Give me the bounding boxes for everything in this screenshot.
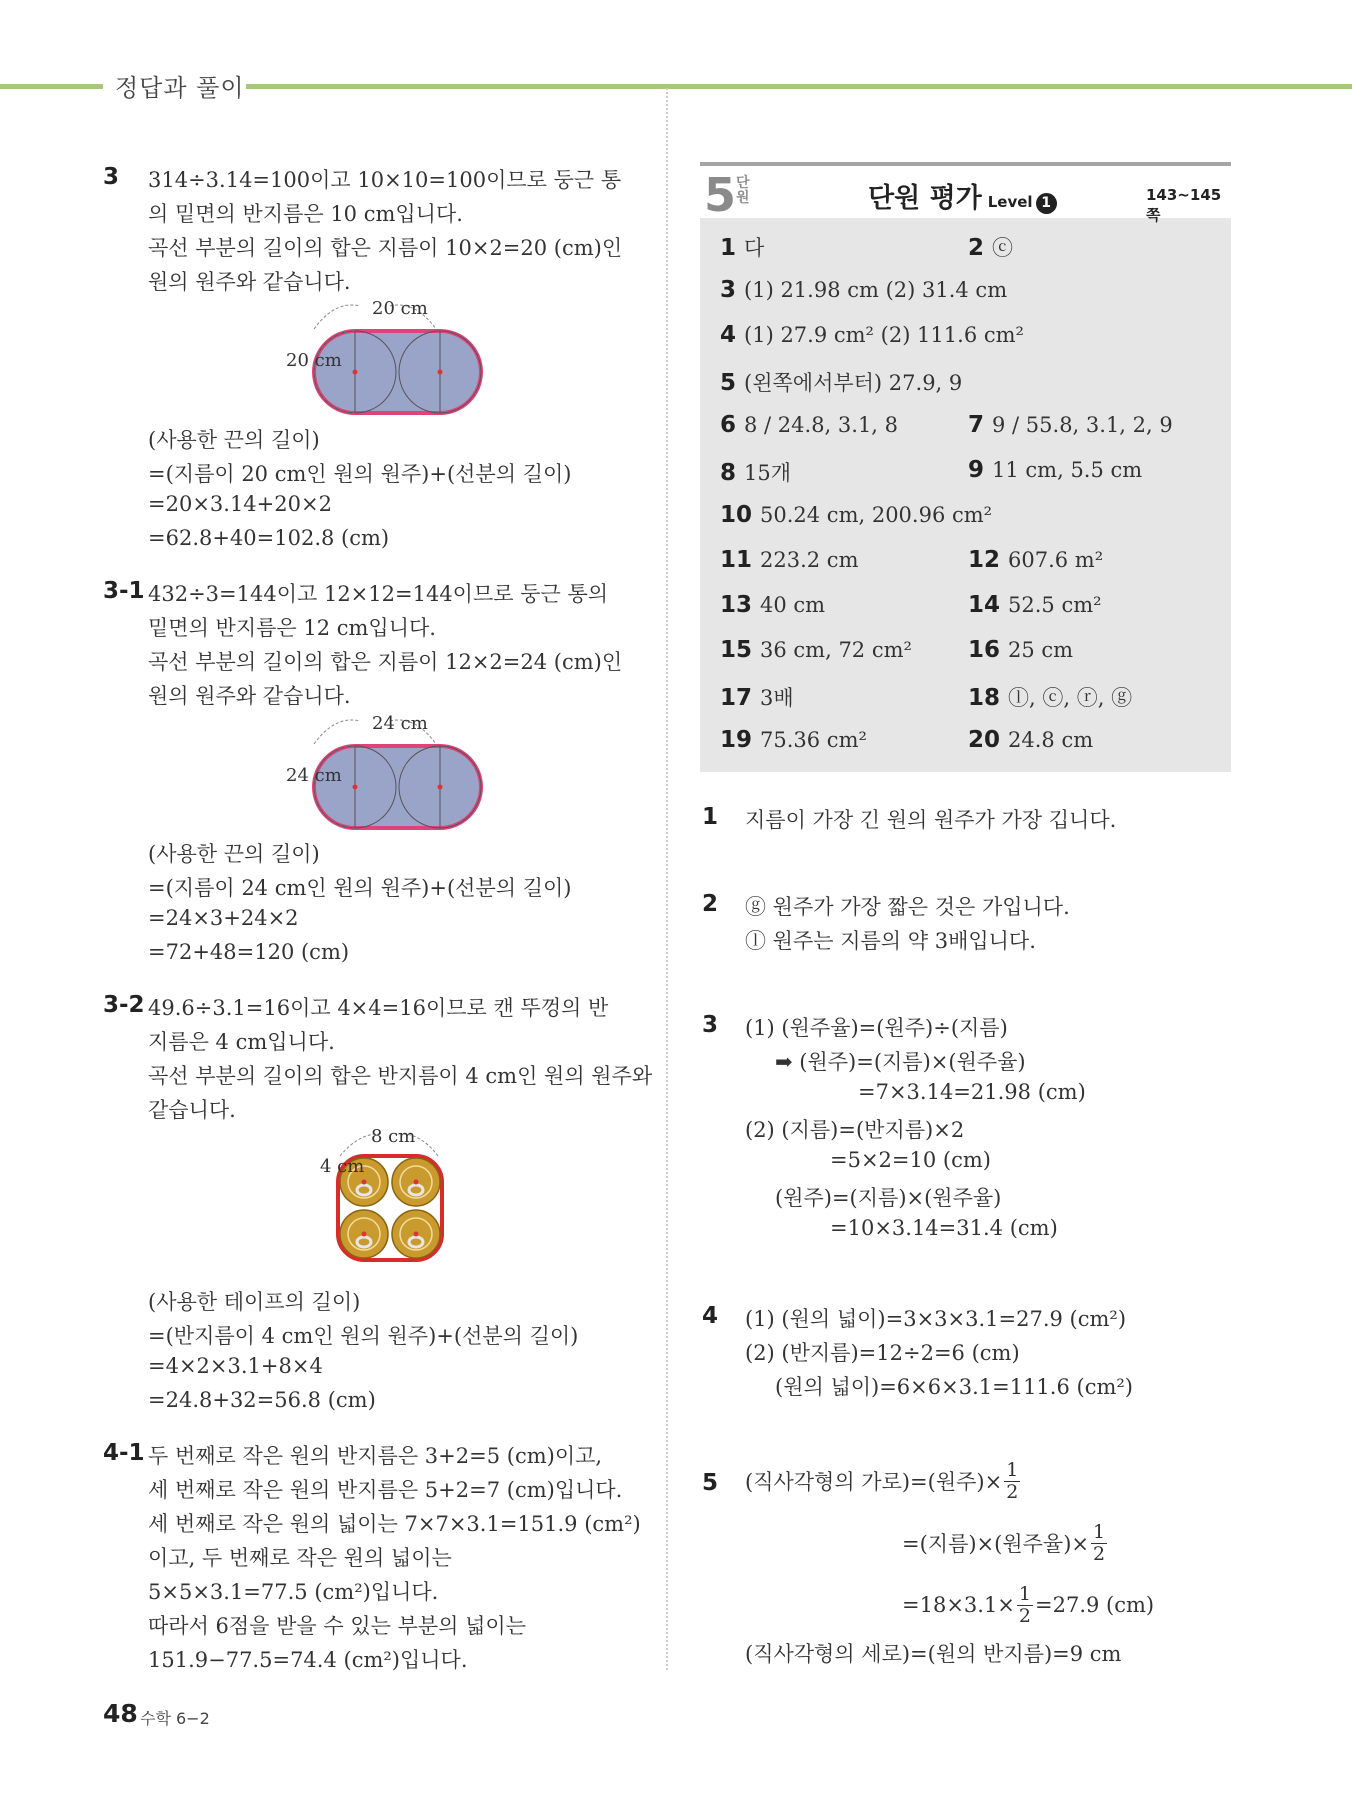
problem-number: 4-1 [103, 1440, 145, 1466]
problem-number: 3 [103, 164, 120, 190]
text-line: 151.9−77.5=74.4 (cm²)입니다. [148, 1648, 468, 1672]
text-line: (원주)=(지름)×(원주율) [775, 1186, 1002, 1210]
answer-item: 18 ⓛ, ⓒ, ⓡ, ⓖ [968, 685, 1133, 711]
fraction: $\frac{1}{2}$ [1018, 1582, 1031, 1627]
text-line: =(지름이 20 cm인 원의 원주)+(선분의 길이) [148, 462, 572, 486]
text-line: 세 번째로 작은 원의 넓이는 7×7×3.1=151.9 (cm²) [148, 1512, 641, 1536]
unit-label: 단원 [736, 175, 750, 206]
text-line: 두 번째로 작은 원의 반지름은 3+2=5 (cm)이고, [148, 1444, 603, 1468]
solution-number: 3 [702, 1012, 719, 1038]
dimension-label: 20 cm [286, 350, 342, 371]
answer-item: 14 52.5 cm² [968, 592, 1102, 618]
text-line: =62.8+40=102.8 (cm) [148, 526, 390, 550]
unit-test-answer-box [700, 162, 1231, 772]
level-label: Level [987, 193, 1033, 211]
problem-number: 3-1 [103, 578, 145, 604]
header-rule-left [0, 84, 103, 89]
answer-item: 13 40 cm [720, 592, 826, 618]
answer-item: 20 24.8 cm [968, 727, 1094, 753]
text-line: =5×2=10 (cm) [830, 1148, 991, 1172]
header-rule-right [246, 84, 1352, 89]
text-line: 곡선 부분의 길이의 합은 지름이 10×2=20 (cm)인 [148, 236, 623, 260]
text-line: ⓛ 원주는 지름의 약 3배입니다. [745, 929, 1036, 953]
text-line: 5×5×3.1=77.5 (cm²)입니다. [148, 1580, 439, 1604]
text-line: =7×3.14=21.98 (cm) [858, 1080, 1086, 1104]
text-line: 밑면의 반지름은 12 cm입니다. [148, 616, 436, 640]
page-header-title: 정답과 풀이 [115, 74, 245, 102]
text-line: 같습니다. [148, 1098, 236, 1122]
text-line: =18×3.1× $\frac{1}{2}$ =27.9 (cm) [902, 1582, 1155, 1627]
text-line: 지름이 가장 긴 원의 원주가 가장 깁니다. [745, 808, 1117, 832]
answer-item: 10 50.24 cm, 200.96 cm² [720, 502, 993, 528]
text-line: =(지름이 24 cm인 원의 원주)+(선분의 길이) [148, 876, 572, 900]
text-line: (1) (원주율)=(원주)÷(지름) [745, 1016, 1008, 1040]
column-divider [666, 88, 668, 1670]
text-line: 314÷3.14=100이고 10×10=100이므로 둥근 통 [148, 168, 622, 192]
answer-item: 2 ⓒ [968, 235, 1014, 261]
answer-item: 1 다 [720, 235, 765, 261]
page-range: 143~145쪽 [1146, 186, 1222, 224]
solution-number: 4 [702, 1303, 719, 1329]
text-line: (원의 넓이)=6×6×3.1=111.6 (cm²) [775, 1375, 1133, 1399]
text-line: 곡선 부분의 길이의 합은 지름이 12×2=24 (cm)인 [148, 650, 623, 674]
text-line: =72+48=120 (cm) [148, 940, 350, 964]
fraction: $\frac{1}{2}$ [1006, 1458, 1019, 1503]
answer-item: 4 (1) 27.9 cm² (2) 111.6 cm² [720, 322, 1024, 348]
text-line: 원의 원주와 같습니다. [148, 270, 351, 294]
dimension-label: 24 cm [372, 713, 428, 734]
answer-item: 3 (1) 21.98 cm (2) 31.4 cm [720, 277, 1008, 303]
dimension-label: 4 cm [320, 1156, 365, 1177]
text-line: (사용한 테이프의 길이) [148, 1290, 361, 1314]
text-line: 의 밑면의 반지름은 10 cm입니다. [148, 202, 463, 226]
dimension-label: 20 cm [372, 298, 428, 319]
solution-number: 2 [702, 891, 719, 917]
text-line: 세 번째로 작은 원의 반지름은 5+2=7 (cm)입니다. [148, 1478, 623, 1502]
cans-diagram [320, 1126, 460, 1274]
answer-item: 6 8 / 24.8, 3.1, 8 [720, 412, 899, 438]
dimension-label: 8 cm [371, 1126, 416, 1147]
text-line: 432÷3=144이고 12×12=144이므로 둥근 통의 [148, 582, 609, 606]
text-line: =(지름)×(원주율)× $\frac{1}{2}$ [902, 1520, 1106, 1565]
text-line: =4×2×3.1+8×4 [148, 1354, 323, 1378]
page-number: 48 [103, 1699, 138, 1728]
answer-item: 7 9 / 55.8, 3.1, 2, 9 [968, 412, 1173, 438]
unit-number: 5 [704, 168, 737, 222]
solution-number: 1 [702, 804, 719, 830]
answer-item: 16 25 cm [968, 637, 1074, 663]
text-line: ➡ (원주)=(지름)×(원주율) [775, 1050, 1026, 1074]
answer-item: 9 11 cm, 5.5 cm [968, 457, 1143, 483]
level-number: 1 [1036, 193, 1057, 214]
footer-subject: 수학 6−2 [140, 1709, 210, 1728]
answer-item: 12 607.6 m² [968, 547, 1104, 573]
answer-item: 11 223.2 cm [720, 547, 859, 573]
answer-item: 5 (왼쪽에서부터) 27.9, 9 [720, 370, 963, 396]
stadium-diagram [286, 713, 490, 831]
text-line: (2) (반지름)=12÷2=6 (cm) [745, 1341, 1020, 1365]
dimension-label: 24 cm [286, 765, 342, 786]
answer-item: 8 15개 [720, 460, 792, 486]
answer-item: 19 75.36 cm² [720, 727, 867, 753]
fraction: $\frac{1}{2}$ [1093, 1520, 1106, 1565]
text-line: (직사각형의 가로)=(원주)× $\frac{1}{2}$ [745, 1458, 1019, 1503]
text-line: (사용한 끈의 길이) [148, 428, 320, 452]
box-title-text: 단원 평가 [868, 183, 982, 214]
text-line: =24.8+32=56.8 (cm) [148, 1388, 376, 1412]
text-line: 곡선 부분의 길이의 합은 반지름이 4 cm인 원의 원주와 [148, 1064, 653, 1088]
text-line: (2) (지름)=(반지름)×2 [745, 1118, 965, 1142]
answer-item: 17 3배 [720, 685, 794, 711]
box-header [700, 166, 1231, 224]
text-line: 이고, 두 번째로 작은 원의 넓이는 [148, 1546, 452, 1570]
text-line: 원의 원주와 같습니다. [148, 684, 351, 708]
text-line: ⓖ 원주가 가장 짧은 것은 가입니다. [745, 895, 1070, 919]
problem-number: 3-2 [103, 992, 145, 1018]
text-line: (1) (원의 넓이)=3×3×3.1=27.9 (cm²) [745, 1307, 1127, 1331]
stadium-diagram [286, 298, 490, 416]
box-title [868, 176, 1057, 215]
text-line: =(반지름이 4 cm인 원의 원주)+(선분의 길이) [148, 1324, 579, 1348]
text-line: 따라서 6점을 받을 수 있는 부분의 넓이는 [148, 1614, 526, 1638]
text-line: (직사각형의 세로)=(원의 반지름)=9 cm [745, 1642, 1122, 1666]
text-line: 49.6÷3.1=16이고 4×4=16이므로 캔 뚜껑의 반 [148, 996, 609, 1020]
text-line: =10×3.14=31.4 (cm) [830, 1216, 1058, 1240]
text-line: 지름은 4 cm입니다. [148, 1030, 335, 1054]
text-line: (사용한 끈의 길이) [148, 842, 320, 866]
answer-item: 15 36 cm, 72 cm² [720, 637, 912, 663]
text-line: =20×3.14+20×2 [148, 492, 332, 516]
solution-number: 5 [702, 1470, 719, 1496]
text-line: =24×3+24×2 [148, 906, 299, 930]
